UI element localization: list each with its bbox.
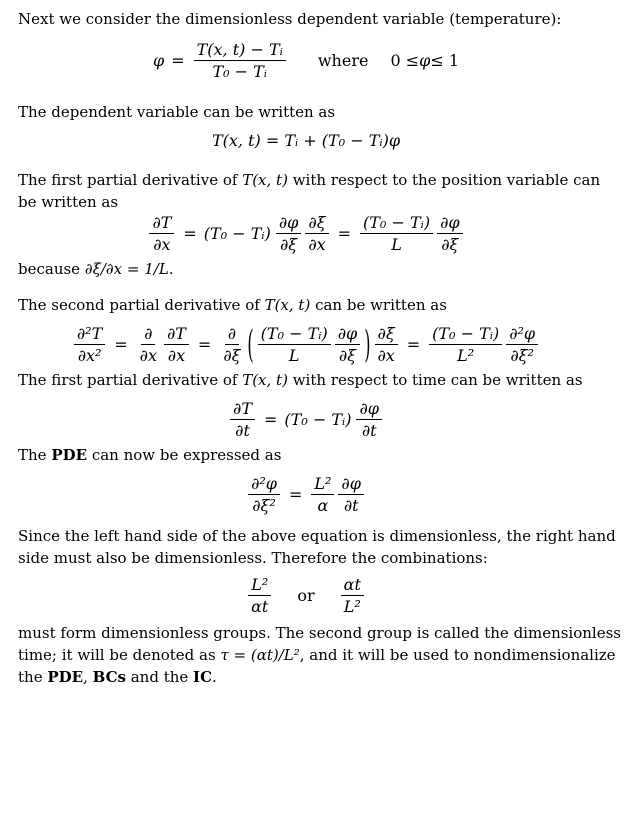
fraction-denominator: ∂x <box>308 235 326 254</box>
left-paren: ( <box>247 321 254 366</box>
equals-sign: = <box>114 334 128 354</box>
fraction <box>311 474 334 515</box>
text-segment: , <box>83 668 93 686</box>
equals-sign: = <box>406 334 421 354</box>
fraction-numerator: ∂T <box>149 213 174 234</box>
fraction-numerator: ∂ξ <box>375 324 398 345</box>
text-line <box>18 369 594 391</box>
equals-sign: = <box>288 484 303 504</box>
paragraph-first-derivative-time <box>18 369 594 391</box>
paragraph-dimensionless-time <box>18 622 621 688</box>
coefficient: (T₀ − Tᵢ) <box>203 223 271 243</box>
equation-first-derivative-time <box>18 399 594 440</box>
text-segment: . <box>168 260 174 278</box>
text-line <box>18 622 621 644</box>
fraction-denominator: ∂x <box>377 346 395 365</box>
fraction-denominator: T₀ − Tᵢ <box>212 62 268 81</box>
fraction-numerator: ∂ <box>225 324 239 345</box>
text-segment: with respect to time can be written as <box>287 371 583 389</box>
paragraph-second-derivative <box>18 294 594 316</box>
fraction-numerator: (T₀ − Tᵢ) <box>429 324 502 345</box>
fraction-numerator: T(x, t) − Tᵢ <box>194 40 286 61</box>
fraction <box>220 324 243 365</box>
equation-dimensionless-groups <box>18 575 594 616</box>
fraction <box>429 324 502 365</box>
paragraph-dimensionless-combinations <box>18 525 616 569</box>
right-paren: ) <box>364 321 371 366</box>
text-segment: and the <box>125 668 194 686</box>
text-segment: The second partial derivative of <box>18 296 265 314</box>
fraction <box>230 399 255 440</box>
fraction-numerator: ∂T <box>230 399 255 420</box>
paragraph-first-derivative-position <box>18 169 601 213</box>
fraction-numerator: ∂²φ <box>506 324 538 345</box>
fraction-numerator: L² <box>248 575 271 596</box>
fraction-numerator: ∂φ <box>356 399 381 420</box>
fraction <box>360 213 433 254</box>
inline-math-dxidx: ∂ξ/∂x = 1/L <box>84 260 169 278</box>
fraction-denominator: ∂ξ <box>441 235 459 254</box>
fraction <box>74 324 105 365</box>
fraction-numerator: (T₀ − Tᵢ) <box>360 213 433 234</box>
inline-math-Txt: T(x, t) <box>242 371 288 389</box>
equals-sign: = <box>197 334 212 354</box>
fraction-numerator: ∂φ <box>437 213 462 234</box>
fraction-denominator: α <box>317 496 329 515</box>
equation-first-derivative-position <box>18 213 594 254</box>
fraction-denominator: ∂ξ <box>338 346 356 365</box>
equals-sign: = <box>171 50 185 70</box>
text-segment: must form dimensionless groups. The second group is called the dimensionless <box>18 624 621 642</box>
fraction-numerator: ∂²φ <box>248 474 280 495</box>
fraction-denominator: ∂t <box>361 421 377 440</box>
equation-phi-definition <box>18 40 594 81</box>
fraction-denominator: ∂ξ <box>223 346 241 365</box>
inline-math-Txt: T(x, t) <box>242 171 288 189</box>
fraction-denominator: L² <box>457 346 475 365</box>
fraction <box>137 324 160 365</box>
document-page <box>18 0 621 688</box>
equation-temperature-expansion <box>18 131 594 151</box>
fraction <box>149 213 174 254</box>
text-segment: can now be expressed as <box>87 446 282 464</box>
text-line <box>18 444 594 466</box>
paragraph-pde-expressed <box>18 444 594 466</box>
coefficient: (T₀ − Tᵢ) <box>284 409 352 429</box>
constraint-upper: ≤ 1 <box>430 50 459 70</box>
text-line <box>18 191 594 213</box>
text-segment: can be written as <box>310 296 447 314</box>
equals-sign: = <box>264 409 278 429</box>
fraction-numerator: ∂φ <box>338 474 363 495</box>
constraint-phi: φ <box>419 50 431 70</box>
fraction-numerator: ∂ξ <box>305 213 328 234</box>
inline-math-tau: τ = (αt)/L² <box>220 646 300 664</box>
fraction-denominator: ∂t <box>235 421 250 440</box>
text-line <box>18 547 594 569</box>
fraction <box>305 213 328 254</box>
text-line <box>18 169 601 191</box>
fraction <box>335 324 360 365</box>
fraction-denominator: ∂t <box>343 496 359 515</box>
bold-pde: PDE <box>51 446 88 464</box>
fraction-numerator: ∂ <box>141 324 155 345</box>
fraction-denominator: ∂ξ² <box>510 346 534 365</box>
fraction-denominator: ∂x <box>153 235 171 254</box>
fraction <box>194 40 286 81</box>
text-line <box>18 525 616 547</box>
fraction-denominator: ∂ξ <box>280 235 298 254</box>
fraction <box>276 213 301 254</box>
fraction-denominator: L² <box>343 597 361 616</box>
text-segment: , and it will be used to nondimensionalize <box>299 646 616 664</box>
fraction-numerator: αt <box>341 575 364 596</box>
text-segment: . <box>212 668 217 686</box>
or-label: or <box>297 585 315 605</box>
text-segment: The first partial derivative of <box>18 171 243 189</box>
fraction <box>341 575 364 616</box>
math-expression: T(x, t) = Tᵢ + (T₀ − Tᵢ)φ <box>211 131 401 150</box>
text-line <box>18 258 594 280</box>
text-segment: Since the left hand side of the above equation is dimensionless, the right hand <box>18 527 616 545</box>
text-line <box>18 8 594 30</box>
equation-second-derivative-position <box>18 321 594 366</box>
text-segment: The first partial derivative of <box>18 371 243 389</box>
text-segment: side must also be dimensionless. Therefore the combinations: <box>18 549 488 567</box>
fraction <box>248 474 280 515</box>
fraction-denominator: ∂ξ² <box>252 496 276 515</box>
fraction <box>437 213 462 254</box>
fraction <box>258 324 331 365</box>
fraction-numerator: ∂φ <box>335 324 360 345</box>
bold-ic: IC <box>193 668 213 686</box>
math-phi: φ <box>153 50 165 70</box>
fraction-denominator: αt <box>251 597 269 616</box>
fraction-denominator: ∂x <box>139 346 157 365</box>
text-segment: Next we consider the dimensionless dependent variable (temperature): <box>18 10 562 28</box>
text-line <box>18 644 616 666</box>
fraction <box>374 324 397 365</box>
text-segment: The <box>18 446 52 464</box>
where-label: where <box>317 50 369 70</box>
text-segment: because <box>18 260 85 278</box>
fraction-numerator: L² <box>311 474 334 495</box>
fraction-denominator: ∂x² <box>77 346 102 365</box>
fraction-denominator: L <box>391 235 402 254</box>
text-segment: The dependent variable can be written as <box>18 103 336 121</box>
text-line <box>18 294 594 316</box>
text-line <box>18 666 594 688</box>
paragraph-intro-dimensionless-variable <box>18 8 594 30</box>
bold-bcs: BCs <box>92 668 126 686</box>
fraction-numerator: ∂φ <box>276 213 301 234</box>
paragraph-because-dxidx <box>18 258 594 280</box>
constraint-lower: 0 ≤ <box>390 50 420 70</box>
text-line <box>18 101 594 123</box>
fraction <box>248 575 271 616</box>
fraction-denominator: L <box>288 346 300 365</box>
fraction-numerator: ∂T <box>164 324 189 345</box>
text-segment: the <box>18 668 48 686</box>
paragraph-dependent-variable <box>18 101 594 123</box>
fraction-numerator: (T₀ − Tᵢ) <box>258 324 331 345</box>
text-segment: time; it will be denoted as <box>18 646 221 664</box>
text-segment: be written as <box>18 193 119 211</box>
equation-nondimensional-pde <box>18 474 594 515</box>
fraction <box>506 324 538 365</box>
equals-sign: = <box>337 223 352 243</box>
fraction <box>356 399 381 440</box>
fraction <box>338 474 363 515</box>
text-segment: with respect to the position variable can <box>287 171 601 189</box>
fraction-denominator: ∂x <box>167 346 186 365</box>
inline-math-Txt: T(x, t) <box>264 296 311 314</box>
bold-pde: PDE <box>47 668 84 686</box>
fraction <box>164 324 189 365</box>
fraction-numerator: ∂²T <box>74 324 105 345</box>
equals-sign: = <box>183 223 197 243</box>
